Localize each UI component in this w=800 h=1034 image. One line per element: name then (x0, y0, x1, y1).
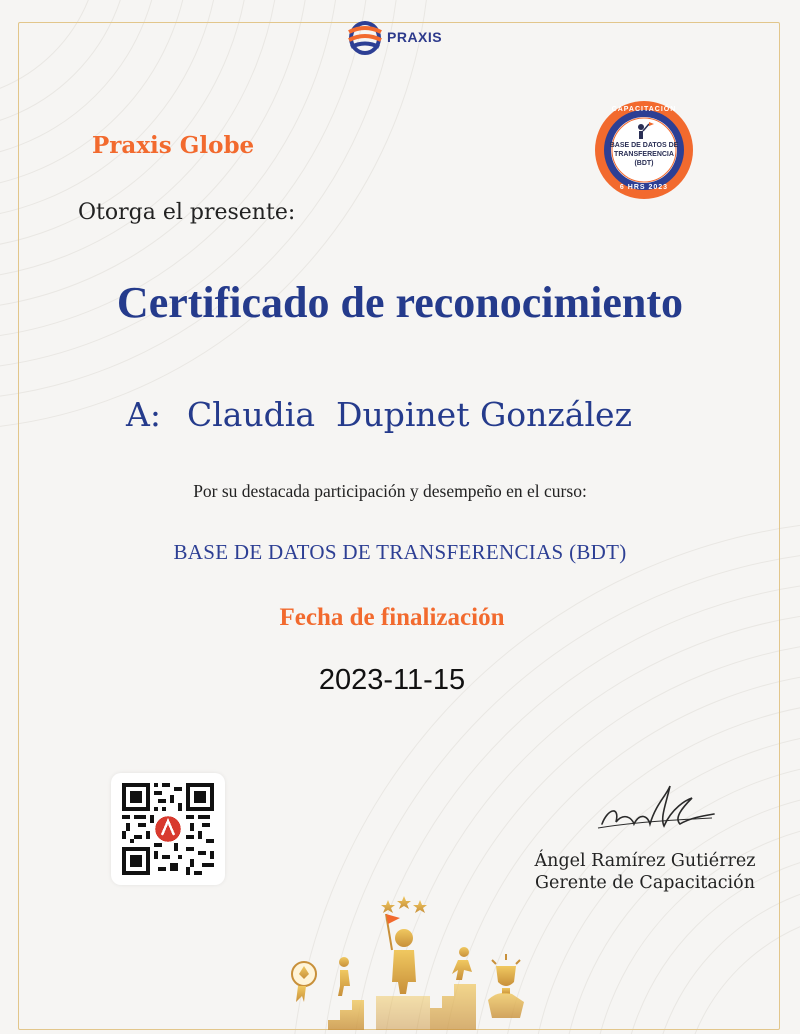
stairs-climber-icon (328, 957, 364, 1030)
description-text: Por su destacada participación y desempeño en el curso: (193, 481, 587, 501)
badge-line2: TRANSFERENCIA (614, 151, 674, 158)
recipient (126, 395, 632, 434)
praxis-logo (345, 18, 457, 62)
runner-icon (430, 947, 476, 1030)
praxis-a-icon (155, 816, 181, 842)
signer-role: Gerente de Capacitación (535, 873, 755, 893)
badge-line1: BASE DE DATOS DE (609, 142, 679, 149)
course-name: BASE DE DATOS DE TRANSFERENCIAS (BDT) (173, 540, 627, 564)
trophy-hand-icon (488, 954, 524, 1018)
training-badge (594, 100, 694, 200)
recipient-prefix: A: (126, 395, 161, 434)
logo-text: PRAXIS (387, 29, 443, 45)
signature-image (594, 778, 720, 836)
qr-code[interactable] (122, 783, 214, 875)
certificate-title: Certificado de reconocimiento (116, 278, 684, 327)
badge-top-text: CAPACITACIÓN (611, 106, 677, 113)
medal-icon (292, 962, 316, 1002)
flag-person-icon (376, 914, 430, 1030)
grant-text: Otorga el presente: (78, 200, 296, 225)
stars-icon (381, 896, 427, 913)
praxis-logo-icon (345, 18, 385, 58)
badge-line3: (BDT) (634, 160, 654, 167)
signer-block (490, 850, 800, 894)
date-label: Fecha de finalización (279, 604, 505, 631)
badge-bottom-text: 6 HRS 2023 (619, 184, 669, 191)
recipient-name: Claudia Dupinet González (186, 395, 632, 434)
qr-code-card[interactable] (111, 773, 225, 885)
signer-name: Ángel Ramírez Gutiérrez (534, 851, 756, 871)
completion-date: 2023-11-15 (318, 664, 466, 696)
organization-name: Praxis Globe (92, 132, 255, 159)
achievement-icons (280, 890, 540, 1030)
